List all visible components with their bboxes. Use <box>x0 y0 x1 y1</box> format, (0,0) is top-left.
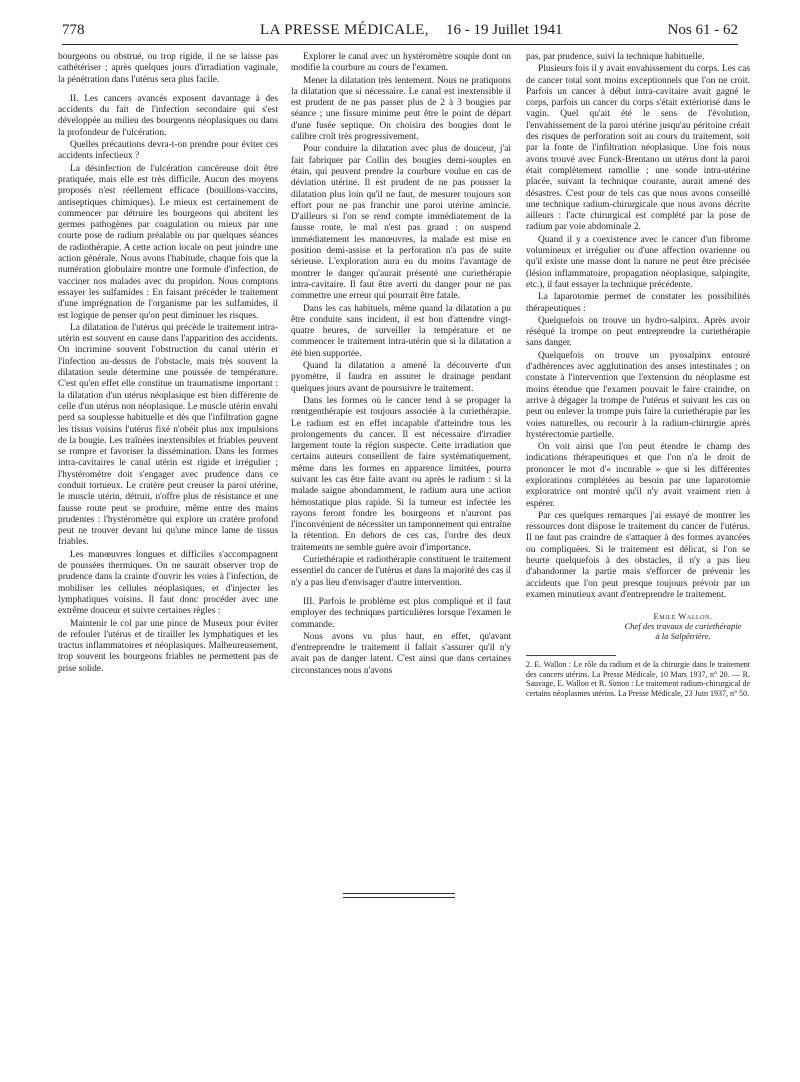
author-name: Emilé Wallon. <box>653 611 713 622</box>
header-rule <box>62 44 738 45</box>
paragraph: La laparotomie permet de constater les possibilités thérapeutiques : <box>526 292 750 314</box>
author-affiliation: à la Salpêtrière. <box>655 631 711 642</box>
paragraph: Quand la dilatation a amené la découverte d'un pyomètre, il faudra en assurer le drainage pendant quelques jours avant de poursuivre le traitement. <box>291 361 511 394</box>
paragraph: Par ces quelques remarques j'ai essayé de montrer les ressources dont dispose le traitement du cancer de l'utérus. Il ne faut pas craindre de s'attaquer à des formes avancées ou compliquées. Si le traitement est délicat, si l'on se heurte quelquefois à des obstacles, il n'y a pas lieu d'abandonner la partie mais s'efforcer de prévenir les accidents que l'on peut presque toujours prévoir par un examen minutieux avant d'entreprendre le traitement. <box>526 510 750 600</box>
paragraph: Quand il y a coexistence avec le cancer d'un fibrome volumineux et irrégulier ou d'une affection ovarienne ou qu'il existe une masse dont la nature ne peut être précisée (lésion inflammatoire, propagation néoplasique, salpingite, etc.), il faut essayer la technique précédente. <box>526 234 750 290</box>
journal-title: LA PRESSE MÉDICALE, <box>260 22 429 38</box>
paragraph: Dans les cas habituels, même quand la dilatation a pu être conduite sans incident, il est bon d'attendre vingt-quatre heures, de surveiller la température et ne commencer le traitement intra-utérin que si la dilatation a été bien supportée. <box>291 303 511 359</box>
paragraph: III. Parfois le problème est plus compliqué et il faut employer des techniques particulières lorsque l'examen le commande. <box>291 596 511 630</box>
closing-rule <box>343 897 455 898</box>
text-column-2 <box>291 52 511 677</box>
closing-rule <box>343 893 455 894</box>
paragraph: Quelquefois on trouve un pyosalpinx entouré d'adhérences avec agglutination des anses intestinales ; on constate à l'intervention que l'extension du néoplasme est moins étendue que l'examen pouvait le faire craindre, on arrive à dégager la trompe de l'utérus et suivant les cas on peut ou enlever la trompe puis faire la curiethérapie par les voies naturelles, ou recourir à la radium-chirurgie après hystérectomie partielle. <box>526 350 750 440</box>
paragraph: Maintenir le col par une pince de Museux pour éviter de refouler l'utérus et de tirailler les lymphatiques et les tractus inflammatoires et néoplasiques. Malheureusement, trop souvent les bourgeons friables ne permettent pas de prise solide. <box>58 618 278 674</box>
text-column-1 <box>58 52 278 675</box>
paragraph: Quelquefois on trouve un hydro-salpinx. Après avoir réséqué la trompe on peut entreprendre la curiethérapie sans danger. <box>526 315 750 349</box>
paragraph: Quelles précautions devra-t-on prendre pour éviter ces accidents infectieux ? <box>58 140 278 162</box>
issue-date: 16 - 19 Juillet 1941 <box>446 22 563 38</box>
author-signature <box>526 611 750 641</box>
paragraph: Nous avons vu plus haut, en effet, qu'avant d'entreprendre le traitement il fallait s'assurer qu'il n'y avait pas de danger latent. C'est ainsi que dans certaines circonstances nous n'avons <box>291 631 511 676</box>
paragraph: La désinfection de l'ulcération cancéreuse doit être pratiquée, mais elle est très difficile. Aucun des moyens proposés n'est réellement efficace (bouillons-vaccins, antiseptiques chimiques). Le mieux est certainement de commencer par détruire les bourgeons qui abritent les germes pathogènes par coagulation ou mieux par une courte pose de radium préalable ou par quelques séances de radiothérapie. A cette action locale on peut joindre une action générale. Nous avons l'habitude, chaque fois que la numération globulaire montre une formule d'infection, de vacciner nos malades avec du propidon. Nous comptons essayer les sulfamides : En faisant précéder le traitement d'une imprégnation de l'organisme par les sulfamides, il est logique de penser qu'on peut diminuer les risques. <box>58 163 278 321</box>
paragraph: Dans les formes où le cancer tend à se propager la rœntgenthérapie est toujours associée à la curiethérapie. Le radium est en effet incapable d'atteindre tous les prolongements du cancer. Il est nécessaire d'irradier largement toute la région suspecte. Cette irradiation que certains auteurs conseillent de faire systématiquement, même dans les formes en apparence limitées, pourra suivant les cas être faite avant ou après le radium : si la malade saigne abondamment, le radium aura une action hémostatique plus rapide. Si la tumeur est infectée les rayons feront fondre les bourgeons et n'auront pas l'inconvénient de nécessiter un tamponnement qui entraîne la rétention. En dehors de ces cas, l'ordre des deux traitements ne semble guère avoir d'importance. <box>291 395 511 553</box>
paragraph: pas, par prudence, suivi la technique habituelle. <box>526 52 705 62</box>
paragraph: La dilatation de l'utérus qui précède le traitement intra-utérin est souvent en cause dans l'apparition des accidents. On incrimine souvent l'obstruction du canal utérin et l'infection au-dessus de l'obstacle, mais très souvent la dilatation seule détermine une poussée de température. C'est qu'en effet elle constitue un traumatisme important : la dilatation d'un utérus néoplasique est bien différente de celle d'un utérus non néoplasique. Le muscle utérin envahi perd sa souplesse habituelle et dès que l'infiltration gagne les tissus voisins l'utérus fixé n'obéit plus aux impulsions de la bougie. Les traînées inextensibles et friables peuvent se rompre et favoriser la dissémination. Dans les formes intra-cavitaires le canal utérin est rigide et irrégulier ; l'hystéromètre doit s'engager avec prudence dans ce conduit tortueux. Le cratère peut creuser la paroi utérine, le muscle utérin, détruit, n'offre plus de résistance et une fausse route peut se produire, même entre des mains prudentes : l'hystéromètre qui explore un cratère profond peut ne trouver devant lui qu'une mince lame de tissus friables. <box>58 322 278 548</box>
text-column-3 <box>526 52 750 699</box>
paragraph: Curiethérapie et radiothérapie constituent le traitement essentiel du cancer de l'utérus et dans la majorité des cas il n'y a pas lieu d'envisager d'autre intervention. <box>291 555 511 588</box>
paragraph: Explorer le canal avec un hystéromètre souple dont on modifie la courbure au cours de l'examen. <box>291 52 511 74</box>
page-header <box>62 20 738 40</box>
footnote-rule <box>526 655 616 656</box>
paragraph: Plusieurs fois il y avait envahissement du corps. Les cas de cancer total sont moins exceptionnels que l'on ne croit. Parfois un cancer à début intra-cavitaire avait gagné le corps, parfois un cancer du corps s'était extériorisé dans le vagin. Quel qu'ait été le sens de l'évolution, l'envahissement de la paroi utérine jusqu'au péritoine créait des risques de perforation soit au cours du traitement, soit par la fonte de l'infiltration néoplasique. Une fois nous avons trouvé avec Funck-Brentano un utérus dont la paroi était complètement ramollie ; une sonde intra-utérine placée, suivant la technique courante, aurait amené des désastres. C'est pour de tels cas que nous avons conseillé une technique radium-chirurgicale que nous avons décrite ailleurs : l'acte chirurgical est complété par la pose de radium par voie abdominale 2. <box>526 64 750 233</box>
paragraph: On voit ainsi que l'on peut étendre le champ des indications thérapeutiques et que l'on n'a le droit de prononcer le mot d'« incurable » que si les différentes explorations complétées au besoin par une laparotomie exploratrice ont montré qu'il n'y avait vraiment rien à espérer. <box>526 442 750 509</box>
page-number: 778 <box>62 22 85 38</box>
issue-number: Nos 61 - 62 <box>667 22 738 38</box>
paragraph: Pour conduire la dilatation avec plus de douceur, j'ai fait fabriquer par Collin des bougies demi-souples en étain, qui peuvent prendre la courbure voulue en cas de déviation utérine. Il est prudent de ne pas pousser la dilatation plus loin qu'il ne faut, de mesurer toujours son effort pour ne pas franchir une paroi utérine amincie. D'ailleurs si l'on se rend compte immédiatement de la fausse route, le mal n'est pas grand : on suspend immédiatement les manœuvres, la malade est mise en position demi-assise et la perforation n'a pas de suite sérieuse. L'exploration aura eu du moins l'avantage de montrer le danger qu'aurait présenté une curiethérapie intra-cavitaire. Il faut être averti du danger pour ne pas commettre une erreur qui pourrait être fatale. <box>291 144 511 302</box>
paragraph: Les manœuvres longues et difficiles s'accompagnent de poussées thermiques. On ne saurait observer trop de prudence dans la crainte d'ouvrir les voies à l'infection, de mobiliser les cellules néoplasiques, et d'injecter les lymphatiques voisins. Il faut donc procéder avec une extrême douceur et suivre certaines règles : <box>58 549 278 617</box>
paragraph: bourgeons ou obstrué, ou trop rigide, il ne se laisse pas cathétériser ; après quelques jours d'irradiation vaginale, la pénétration dans l'utérus sera plus facile. <box>58 52 278 85</box>
paragraph: II. Les cancers avancés exposent davantage à des accidents du fait de l'infection secondaire qui s'est développée au milieu des bourgeons néoplasiques ou dans la profondeur de l'ulcération. <box>58 93 278 138</box>
paragraph: Mener la dilatation très lentement. Nous ne pratiquons la dilatation que si nécessaire. Le canal est inextensible il est prudent de ne pas passer plus de 2 à 3 bougies par séance ; une fissure minime peut être le point de départ d'une fusée septique. On choisira des bougies dont le calibre croît très progressivement. <box>291 75 511 143</box>
author-role: Chef des travaux de curiethérapie <box>624 621 742 632</box>
footnote: 2. E. Wallon : Le rôle du radium et de la chirurgie dans le traitement des cancers utérins. La Presse Médicale, 10 Mars 1937, n° 20. — R. Sauvage, E. Wallon et R. Simon : Le traitement radium-chirurgical de certains néoplasmes utérins. La Presse Médicale, 23 Juin 1937, n° 50. <box>526 660 750 699</box>
